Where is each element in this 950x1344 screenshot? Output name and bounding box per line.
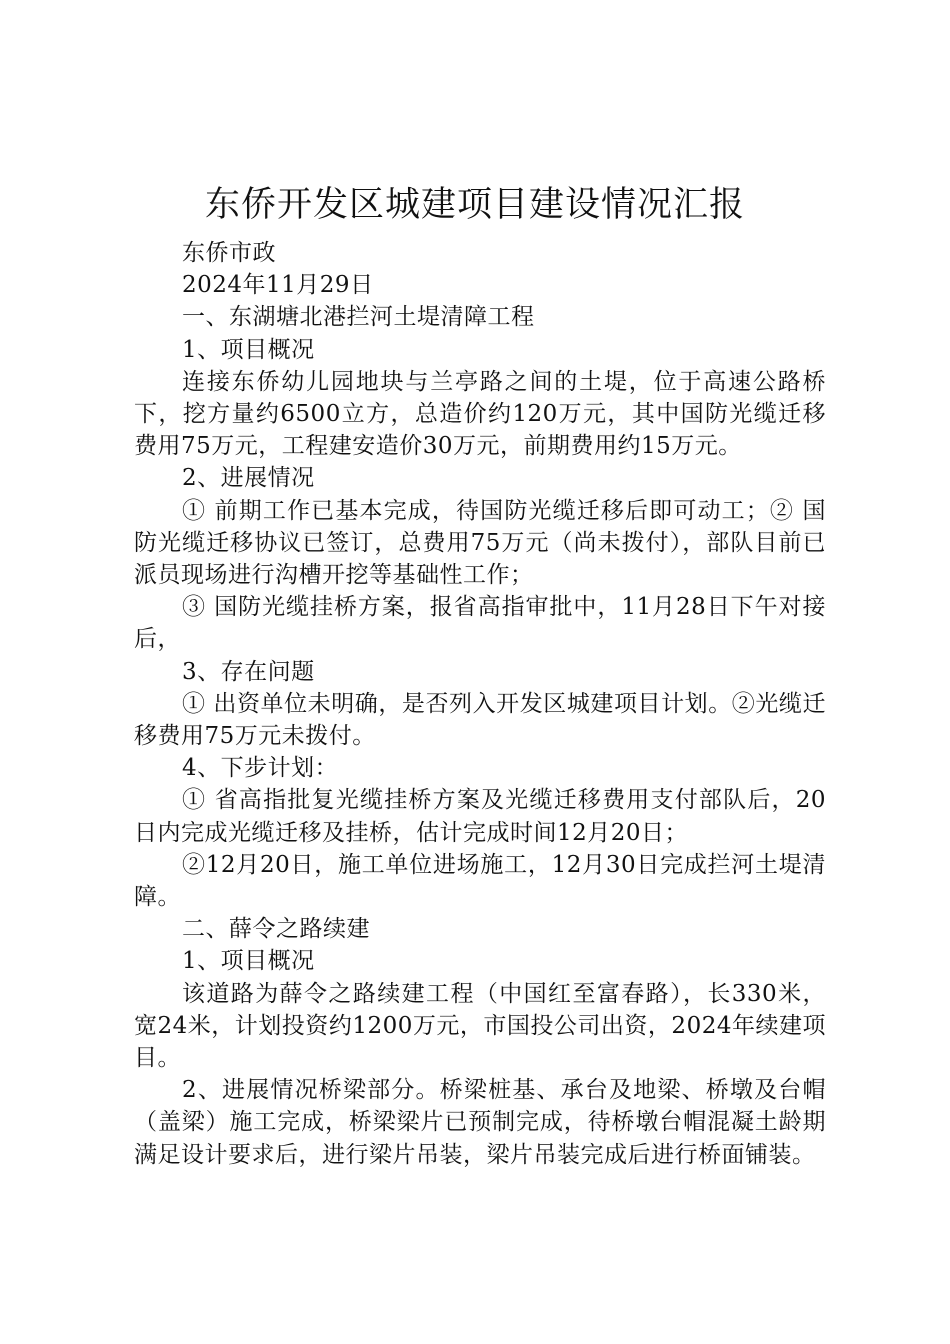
section-heading: 二、薛令之路续建 — [182, 916, 370, 943]
date-line: 2024年11月29日 — [182, 272, 374, 299]
document-body — [134, 237, 826, 1171]
subsection-heading: 4、下步计划： — [182, 755, 339, 782]
body-paragraph: ③ 国防光缆挂桥方案，报省高指审批中，11月28日下午对接后， — [134, 594, 826, 653]
document-title: 东侨开发区城建项目建设情况汇报 — [204, 185, 745, 225]
subsection-heading: 1、项目概况 — [182, 948, 315, 975]
subsection-heading: 1、项目概况 — [182, 336, 315, 363]
body-paragraph: ① 前期工作已基本完成，待国防光缆迁移后即可动工；② 国防光缆迁移协议已签订，总费用75万元（尚未拨付），部队目前已派员现场进行沟槽开挖等基础性工作； — [134, 497, 826, 589]
body-paragraph: 该道路为薛令之路续建工程（中国红至富春路），长330米，宽24米，计划投资约1200万元，市国投公司出资，2024年续建项目。 — [134, 980, 826, 1072]
body-paragraph: ②12月20日，施工单位进场施工，12月30日完成拦河土堤清障。 — [134, 851, 826, 911]
author-line: 东侨市政 — [182, 240, 276, 266]
subsection-heading: 2、进展情况 — [182, 465, 315, 492]
subsection-heading: 3、存在问题 — [182, 658, 315, 685]
body-paragraph: 连接东侨幼儿园地块与兰亭路之间的土堤，位于高速公路桥下，挖方量约6500立方，总造价约120万元，其中国防光缆迁移费用75万元，工程建安造价30万元，前期费用约15万元。 — [134, 368, 826, 460]
body-paragraph: ① 省高指批复光缆挂桥方案及光缆迁移费用支付部队后，20日内完成光缆迁移及挂桥，估计完成时间12月20日； — [134, 787, 826, 846]
body-paragraph: 2、进展情况桥梁部分。桥梁桩基、承台及地梁、桥墩及台帽（盖梁）施工完成，桥梁梁片已预制完成，待桥墩台帽混凝土龄期满足设计要求后，进行梁片吊装，梁片吊装完成后进行桥面铺装。 — [134, 1077, 826, 1168]
section-heading: 一、东湖塘北港拦河土堤清障工程 — [182, 304, 535, 331]
body-paragraph: ① 出资单位未明确，是否列入开发区城建项目计划。②光缆迁移费用75万元未拨付。 — [134, 690, 826, 750]
